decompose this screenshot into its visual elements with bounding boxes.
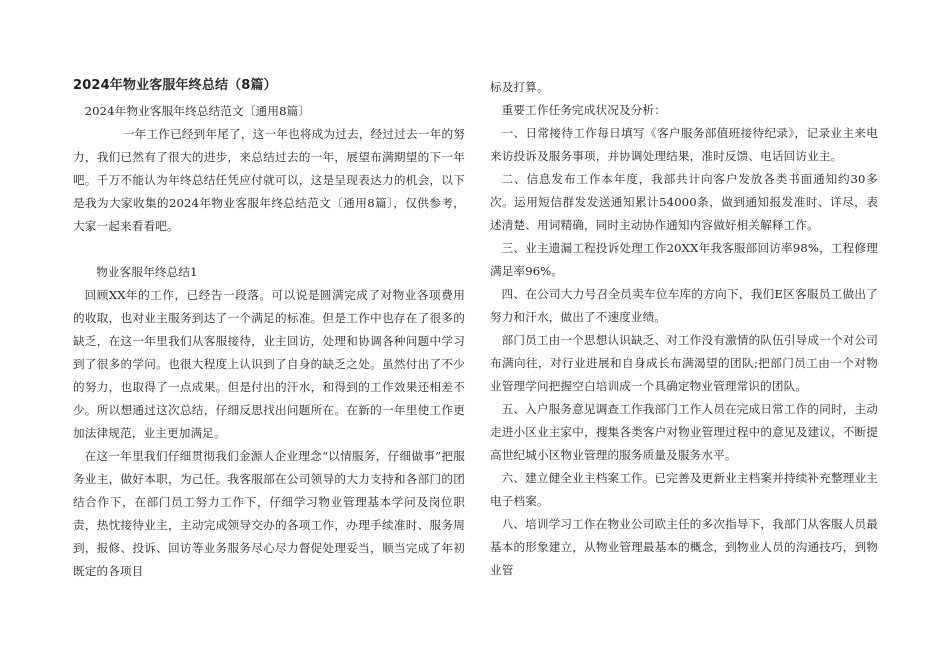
section-title: 物业客服年终总结1	[96, 265, 198, 279]
document-title: 2024年物业客服年终总结（8篇）	[73, 78, 277, 93]
continuation-text: 标及打算。	[490, 80, 549, 94]
item-training: 八、培训学习工作在物业公司欧主任的多次指导下，我部门从客服人员最基本的形象建立，从物业管理最基本的概念，到物业人员的沟通技巧，到物业管	[490, 517, 878, 577]
item-complaints: 三、业主遗漏工程投诉处理工作20XX年我客服部回访率98%，工程修理满足率96%。	[490, 241, 878, 278]
document-subtitle: 2024年物业客服年终总结范文〔通用8篇〕	[84, 104, 311, 118]
left-column	[73, 76, 465, 583]
intro-paragraph: 一年工作已经到年尾了，这一年也将成为过去，经过过去一年的努力，我们已然有了很大的进步，来总结过去的一年，展望布满期望的下一年吧。千万不能认为年终总结任凭应付就可以，这是呈现表达力的机会，以下是我为大家收集的2024年物业客服年终总结范文〔通用8篇〕，仅供参考，大家一起来看看吧。	[73, 127, 465, 233]
item-team: 部门员工由一个思想认识缺乏、对工作没有激情的队伍引导成一个对公司布满向往，对行业进展和自身成长布满渴望的团队;把部门员工由一个对物业管理学问把握空白培训成一个具确定物业管理常识的团队。	[490, 333, 878, 393]
item-archives: 六、建立健全业主档案工作。已完善及更新业主档案并持续补充整理业主电子档案。	[490, 471, 878, 508]
item-notices: 二、信息发布工作本年度，我部共计向客户发放各类书面通知约30多次。运用短信群发发送通知累计54000条，做到通知报发准时、详尽，表述清楚、用词精确，同时主动协作通知内容做好相关解释工作。	[490, 172, 878, 232]
item-parking-sales: 四、在公司大力号召全员卖车位车库的方向下，我们E区客服员工做出了努力和汗水，做出了不速度业绩。	[490, 287, 878, 324]
paragraph-work: 在这一年里我们仔细贯彻我们金源人企业理念“以情服务，仔细做事”把服务业主，做好本职，为己任。我客服部在公司领导的大力支持和各部门的团结合作下，在部门员工努力工作下，仔细学习物业管理基本学问及岗位职责，热忱接待业主，主动完成领导交办的各项工作，办理手续准时、服务周到，报修、投诉、回访等业务服务尽心尽力督促处理妥当，顺当完成了年初既定的各项目	[73, 449, 465, 578]
item-survey: 五、入户服务意见调查工作我部门工作人员在完成日常工作的同时，主动走进小区业主家中，搜集各类客户对物业管理过程中的意见及建议，不断提高世纪城小区物业管理的服务质量及服务水平。	[490, 402, 878, 462]
right-column	[490, 76, 878, 582]
spacer	[73, 238, 465, 261]
item-reception: 一、日常接待工作每日填写《客户服务部值班接待纪录》，记录业主来电来访投诉及服务事项，并协调处理结果，准时反馈、电话回访业主。	[490, 126, 878, 163]
paragraph-review: 回顾XX年的工作，已经告一段落。可以说是圆满完成了对物业各项费用的收取，也对业主服务到达了一个满足的标准。但是工作中也存在了很多的缺乏，在这一年里我们从客服接待，业主回访，处理和协调各种问题中学习到了很多的学问。也很大程度上认识到了自身的缺乏之处。虽然付出了不少的努力，也取得了一点成果。但是付出的汗水，和得到的工作效果还相差不少。所以想通过这次总结，仔细反思找出问题所在。在新的一年里使工作更加法律规范，业主更加满足。	[73, 288, 465, 440]
tasks-heading: 重要工作任务完成状况及分析：	[501, 103, 667, 117]
